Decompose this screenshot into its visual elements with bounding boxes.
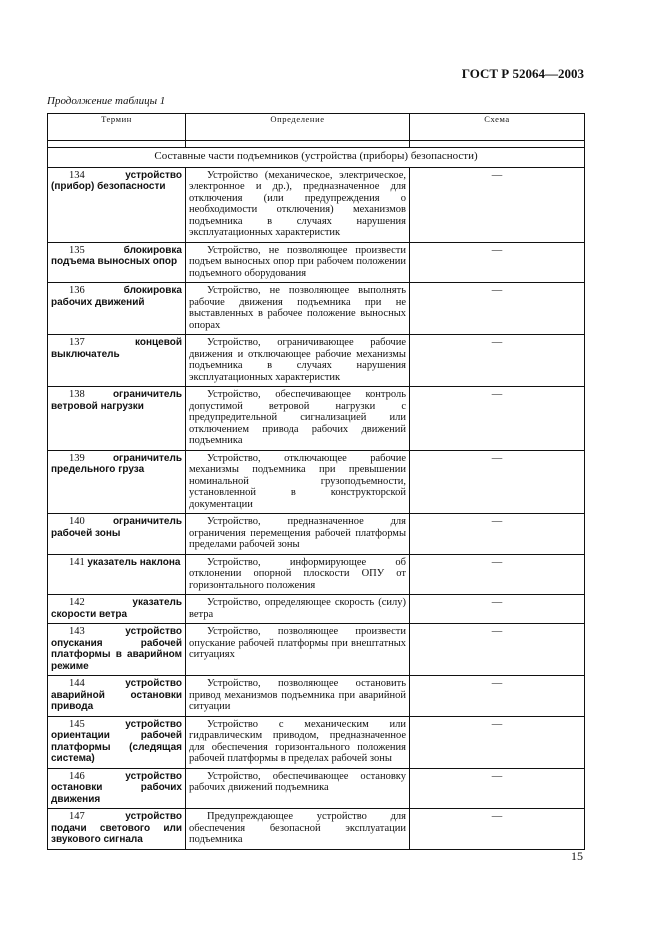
table-row (48, 595, 585, 624)
definition-cell: Устройство, обеспечивающее остановку рабочих движений подъемника (186, 768, 410, 809)
table-row (48, 514, 585, 555)
definition-cell: Устройство, не позволяющее произвести подъем выносных опор при рабочем положении подъемного оборудования (186, 242, 410, 283)
term-cell (48, 387, 186, 451)
term-name: устройство подачи светового или звукового сигнала (51, 811, 182, 845)
term-name: указатель скорости ветра (51, 597, 182, 620)
table-header-row (48, 114, 585, 141)
scheme-cell: — (410, 167, 585, 242)
term-number: 145 (69, 718, 85, 730)
definition-cell: Устройство, предназначенное для ограничения перемещения рабочей платформы пределами рабочей зоны (186, 514, 410, 555)
section-title: Составные части подъемников (устройства (приборы) безопасности) (48, 148, 585, 168)
term-name: ограничитель рабочей зоны (51, 516, 182, 539)
term-name: устройство (прибор) безопасности (51, 169, 182, 192)
column-header-definition: Определение (186, 114, 410, 141)
definition-cell: Устройство, информирующее об отклонении опорной плоскости ОПУ от горизонтального положения (186, 554, 410, 595)
scheme-cell: — (410, 676, 585, 717)
scheme-cell: — (410, 335, 585, 387)
term-cell (48, 595, 186, 624)
term-name: устройство опускания рабочей платформы в аварийном режиме (51, 626, 182, 672)
term-name: устройство аварийной остановки привода (51, 678, 182, 712)
definition-cell: Устройство, обеспечивающее контроль допустимой ветровой нагрузки с предупредительной сигнализацией или отключением привода рабочих движений подъемника (186, 387, 410, 451)
table-row (48, 335, 585, 387)
term-number: 135 (69, 244, 85, 256)
scheme-cell: — (410, 768, 585, 809)
term-number: 139 (69, 452, 85, 464)
term-cell (48, 716, 186, 768)
header-spacer-row (48, 141, 585, 148)
scheme-cell: — (410, 554, 585, 595)
term-name: концевой выключатель (51, 337, 182, 360)
scheme-cell: — (410, 716, 585, 768)
term-cell (48, 624, 186, 676)
term-number: 147 (69, 811, 85, 822)
scheme-cell: — (410, 809, 585, 850)
table-row (48, 283, 585, 335)
column-header-term: Термин (48, 114, 186, 141)
term-number: 142 (69, 597, 85, 608)
term-number: 138 (69, 389, 85, 400)
term-number: 143 (69, 626, 85, 637)
scheme-cell: — (410, 595, 585, 624)
table-row (48, 809, 585, 850)
definition-cell: Устройство с механическим или гидравлическим приводом, предназначенное для обеспечения горизонтального положения рабочей платформы в пределах рабочей зоны (186, 716, 410, 768)
term-number: 137 (69, 337, 85, 348)
term-cell (48, 242, 186, 283)
term-cell (48, 514, 186, 555)
scheme-cell: — (410, 387, 585, 451)
term-number: 140 (69, 516, 85, 527)
term-cell (48, 450, 186, 514)
scheme-cell: — (410, 514, 585, 555)
terms-table (47, 113, 585, 850)
table-row (48, 676, 585, 717)
definition-cell: Устройство, позволяющее произвести опускание рабочей платформы при внештатных ситуациях (186, 624, 410, 676)
term-cell (48, 554, 186, 595)
scheme-cell: — (410, 624, 585, 676)
definition-cell: Предупреждающее устройство для обеспечения безопасной эксплуатации подъемника (186, 809, 410, 850)
term-name: устройство остановки рабочих движения (51, 770, 182, 805)
standard-code: ГОСТ Р 52064—2003 (461, 66, 584, 81)
scheme-cell: — (410, 283, 585, 335)
term-name: указатель наклона (87, 556, 181, 568)
definition-cell: Устройство (механическое, электрическое, электронное и др.), предназначенное для отключения (или предупреждения о необходимости отключения) механизмов подъемника в случаях нарушения эксплуатационных характеристик (186, 167, 410, 242)
page-number: 15 (571, 849, 583, 863)
table-row (48, 716, 585, 768)
term-cell (48, 283, 186, 335)
table-caption: Продолжение таблицы 1 (47, 95, 166, 107)
term-cell (48, 676, 186, 717)
definition-cell: Устройство, отключающее рабочие механизмы подъемника при превышении номинальной грузоподъемности, установленной в конструкторской документации (186, 450, 410, 514)
term-number: 141 (69, 556, 85, 568)
term-number: 134 (69, 169, 85, 181)
scheme-cell: — (410, 450, 585, 514)
term-name: устройство ориентации рабочей платформы (следящая система) (51, 718, 182, 764)
term-name: блокировка рабочих движений (51, 285, 182, 308)
definition-cell: Устройство, определяющее скорость (силу) ветра (186, 595, 410, 624)
table-row (48, 167, 585, 242)
term-name: ограничитель ветровой нагрузки (51, 389, 182, 412)
term-cell (48, 809, 186, 850)
term-name: ограничитель предельного груза (51, 452, 182, 475)
column-header-scheme: Схема (410, 114, 585, 141)
term-number: 146 (69, 770, 85, 782)
table-row (48, 242, 585, 283)
term-name: блокировка подъема выносных опор (51, 244, 182, 267)
definition-cell: Устройство, не позволяющее выполнять рабочие движения подъемника при не выставленных в рабочее положение выносных опорах (186, 283, 410, 335)
table-row (48, 554, 585, 595)
term-cell (48, 768, 186, 809)
section-row (48, 148, 585, 168)
term-cell (48, 167, 186, 242)
table-row (48, 624, 585, 676)
definition-cell: Устройство, ограничивающее рабочие движения и отключающее рабочие механизмы подъемника в случаях нарушения эксплуатационных характеристик (186, 335, 410, 387)
table-row (48, 450, 585, 514)
term-number: 136 (69, 285, 85, 296)
table-row (48, 768, 585, 809)
scheme-cell: — (410, 242, 585, 283)
definition-cell: Устройство, позволяющее остановить привод механизмов подъемника при аварийной ситуации (186, 676, 410, 717)
term-number: 144 (69, 678, 85, 689)
term-cell (48, 335, 186, 387)
table-row (48, 387, 585, 451)
